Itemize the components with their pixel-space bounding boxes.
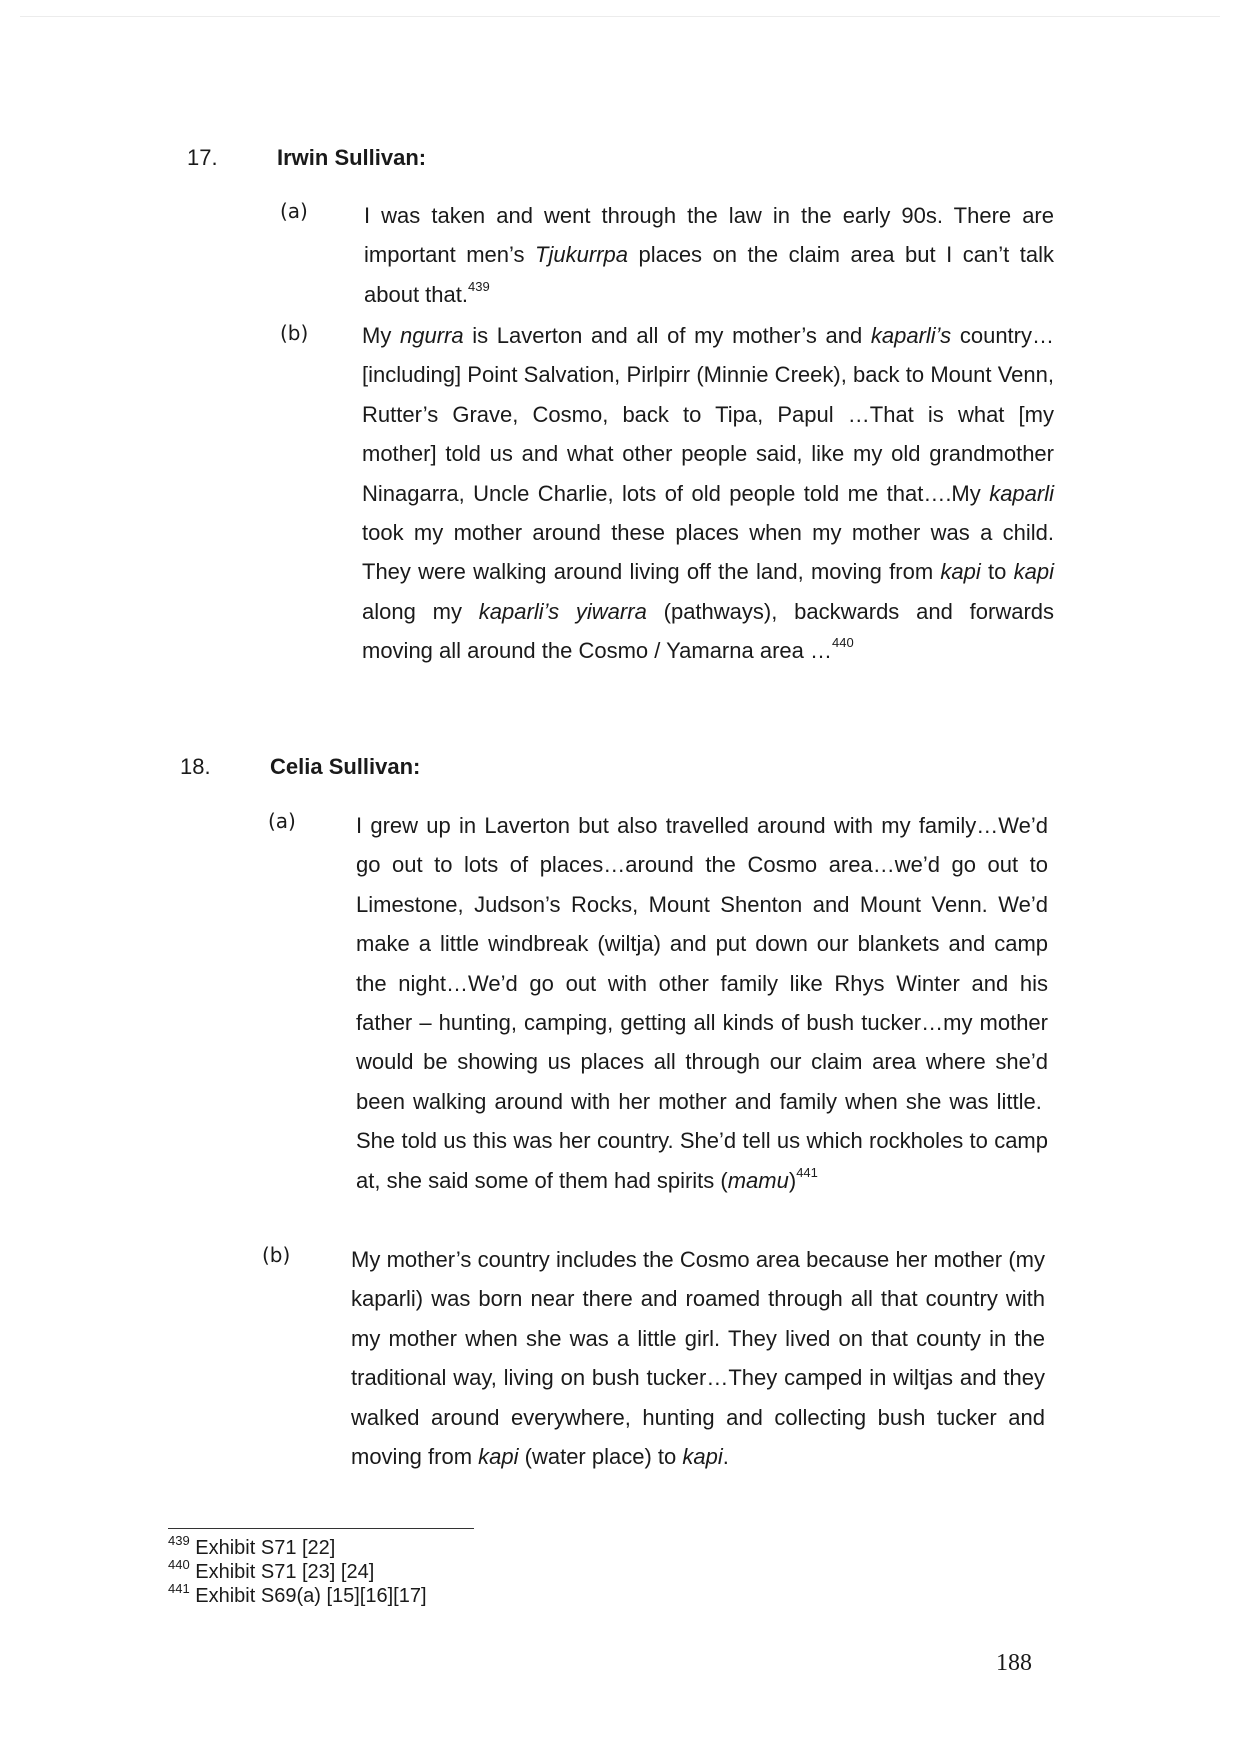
footnote-separator xyxy=(168,1528,474,1529)
footnote-number: 441 xyxy=(168,1581,190,1596)
footnote-439 xyxy=(168,1533,768,1560)
section-heading-celia-sullivan: Celia Sullivan: xyxy=(270,754,421,779)
footnote-text: Exhibit S71 [22] xyxy=(195,1537,336,1559)
sub-text-17a: I was taken and went through the law in the early 90s. There are important men’s Tjukurrpa places on the claim area but I can’t talk about that.$^{439}$ xyxy=(364,203,1054,307)
footnote-text: Exhibit S71 [23] [24] xyxy=(195,1561,375,1583)
page-number: 188 xyxy=(996,1650,1032,1676)
sub-label-17b: (b) xyxy=(280,321,309,345)
footnotes xyxy=(168,1533,768,1608)
footnote-440 xyxy=(168,1557,768,1584)
sub-text-17b: My ngurra is Laverton and all of my mother’s and kaparli’s country…[including] Point Salvation, Pirlpirr (Minnie Creek), back to Mount Venn, Rutter’s Grave, Cosmo, back to Tipa, Papul …That is what [my mother] told us and what other people said, like my old grandmother Ninagarra, Uncle Charlie, lots of old people told me that….My kaparli took my mother around these places when my mother was a child. They were walking around living off the land, moving from kapi to kapi along my kaparli’s yiwarra (pathways), backwards and forwards moving all around the Cosmo / Yamarna area …$^{440}$ xyxy=(362,323,1054,664)
section-number-17: 17. xyxy=(187,145,218,170)
sub-label-18a: (a) xyxy=(268,809,296,833)
footnote-text: Exhibit S69(a) [15][16][17] xyxy=(195,1585,427,1607)
page-top-edge xyxy=(20,16,1220,17)
sub-text-18a: I grew up in Laverton but also travelled around with my family…We’d go out to lots of places…around the Cosmo area…we’d go out to Limestone, Judson’s Rocks, Mount Shenton and Mount Venn. We’d make a little windbreak (wiltja) and put down our blankets and camp the night…We’d go out with other family like Rhys Winter and his father – hunting, camping, getting all kinds of bush tucker…my mother would be showing us places all through our claim area where she’d been walking around with her mother and family when she was little. She told us this was her country. She’d tell us which rockholes to camp at, she said some of them had spirits (mamu)$^{441}$ xyxy=(356,813,1048,1193)
sub-label-18b: (b) xyxy=(262,1243,291,1267)
sub-text-18b: My mother’s country includes the Cosmo area because her mother (my kaparli) was born near there and roamed through all that country with my mother when she was a little girl. They lived on that county in the traditional way, living on bush tucker…They camped in wiltjas and they walked around everywhere, hunting and collecting bush tucker and moving from kapi (water place) to kapi. xyxy=(351,1247,1045,1470)
section-heading-irwin-sullivan: Irwin Sullivan: xyxy=(277,145,427,170)
footnote-number: 439 xyxy=(168,1533,190,1548)
footnote-number: 440 xyxy=(168,1557,190,1572)
footnote-441 xyxy=(168,1581,768,1608)
section-number-18: 18. xyxy=(180,754,211,779)
sub-label-17a: (a) xyxy=(280,199,308,223)
